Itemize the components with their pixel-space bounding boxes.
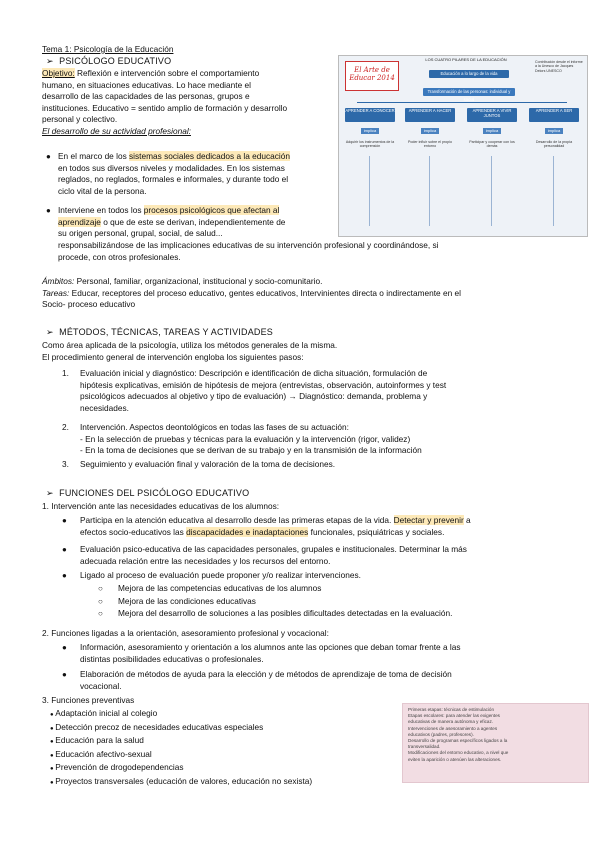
sub-box: Transformación de las personas: individual y social [423,88,515,96]
list-item: ● Prevención de drogodependencias [50,762,184,773]
circle-bullet-icon: ○ [98,609,103,618]
circle-bullet-icon: ○ [98,584,103,593]
funcion-2-bullet-2: Elaboración de métodos de ayuda para la elección y de métodos de aprendizaje de toma de decisión vocacional. [80,669,452,691]
funcion-2-heading: 2. Funciones ligadas a la orientación, asesoramiento profesional y vocacional: [42,628,329,638]
infographic-logo: El Arte de Educar 2014 [345,61,399,91]
arrow-bullet-icon: ➢ [46,488,60,498]
list-item: ● Educación para la salud [50,735,144,746]
funcion-1-bullet-3: Ligado al proceso de evaluación puede proponer y/o realizar intervenciones. [80,570,361,580]
funcion-1-bullet-2: Evaluación psico-educativa de las capacidades personales, grupales e institucionales. Determinar la más adecuada relación entre las necesidades y los recursos del entorno. [80,544,467,566]
metodos-intro: Como área aplicada de la psicología, utiliza los métodos generales de la misma. El procedimiento general de intervención engloba los siguientes pasos: [42,340,338,362]
funcion-1-heading: 1. Intervención ante las necesidades educativas de los alumnos: [42,501,280,511]
step-seguimiento: Seguimiento y evaluación final y valoración de la toma de decisiones. [80,459,336,469]
step-evaluacion: Evaluación inicial y diagnóstico: Descripción e identificación de dicha situación, formulación de hipótesis explicativas, emisión de hipótesis de mejora (entrevistas, observación, autoinformes y test psicológicos adecuados al objetivo y tipo de evaluación) → Diagnóstico: demanda, problema y necesidades. [80,368,447,413]
ambitos-tareas: Ámbitos: Personal, familiar, organizacional, institucional y socio-comunitario. Tareas: Educar, receptores del proceso educativo, gentes educativos, Intervinientes directa o indirectamente en el Socio- proceso educativo [42,276,461,310]
circle-bullet-icon: ○ [98,597,103,606]
funcion-1-bullet-1: Participa en la atención educativa al desarrollo desde las primeras etapas de la vida. Detectar y prevenir a [80,515,471,525]
bullet-icon: ● [62,643,67,652]
funcion-3-heading: 3. Funciones preventivas [42,695,135,705]
funcion-3-list [50,708,390,790]
section-heading-psicologo: ➢ PSICÓLOGO EDUCATIVO [46,56,172,66]
bullet-icon: ● [62,670,67,679]
bullet-sistemas: En el marco de los sistemas sociales dedicados a la educación en todos sus diversos niveles y modalidades. En los sistemas reglados, no reglados, formales e informales, y durante todo el ciclo vital de la persona. [58,151,290,196]
pillar-note-3: Desarrollo de la propia personalidad [535,140,573,149]
list-item: ● Detección precoz de necesidades educativas especiales [50,721,264,732]
bullet-icon: ● [62,516,67,525]
arrow-bullet-icon: ➢ [46,327,60,337]
infographic-source: Contribución desde el informe a la Unesco de Jacques Delors UNESCO [535,60,583,73]
list-item: ● Adaptación inicial al colegio [50,708,158,718]
pillar-note-2: Participar y cooperar con los demás [469,140,515,149]
list-number: 1. [62,368,69,378]
pillar-box-1: APRENDER A HACER [405,108,455,122]
desarrollo-label: El desarrollo de su actividad profesional: [42,125,191,136]
implica-arrow: implica [421,128,439,134]
pillar-note-0: Adquirir los instrumentos de la comprensión [345,140,395,149]
list-number: 3. [62,459,69,469]
step-intervencion: Intervención. Aspectos deontológicos en todas las fases de su actuación: - En la selección de pruebas y técnicas para la evaluación y la intervención (rigor, validez) - En la toma de decisiones que se derivan de su trabajo y en la transmisión de la información [80,422,422,456]
column-line [429,156,430,226]
infographic-header: LOS CUATRO PILARES DE LA EDUCACIÓN [425,57,507,62]
implica-arrow: implica [483,128,501,134]
bullet-procesos-cont: responsabilizándose de las implicaciones educativas de su intervención profesional y coordinándose, si procede, con otros profesionales. [58,240,439,262]
sub-item-1: Mejora de las competencias educativas de los alumnos [118,583,322,593]
pillar-note-1: Poder influir sobre el propio entorno [408,140,452,149]
column-line [369,156,370,226]
section-heading-funciones: ➢ FUNCIONES DEL PSICÓLOGO EDUCATIVO [46,488,250,498]
list-item: ● Educación afectivo-sexual [50,748,152,759]
list-item: ● Proyectos transversales (educación de valores, educación no sexista) [50,775,313,786]
bullet-icon: ● [62,545,67,554]
bullet-icon: ● [46,206,51,215]
funcion-1-bullet-1-cont: efectos socio-educativos las discapacidades e inadaptaciones funcionales, psiquiátricas y sociales. [80,527,445,537]
pillar-box-3: APRENDER A SER [529,108,579,122]
objetivo-paragraph: Objetivo: Reflexión e intervención sobre el comportamiento humano, en situaciones educativas. Lo hace mediante el desarrollo de las capacidades de las personas, grupos e instituciones. Educativo = sentido amplio de formación y desarrollo personal y colectivo. El desarrollo de su actividad profesional: [42,68,337,138]
bullet-icon: ● [46,152,51,161]
connector-line [357,102,567,103]
center-box: Educación a lo largo de la vida [429,70,509,78]
page-title: Tema 1: Psicología de la Educación [42,44,174,54]
pillar-box-0: APRENDER A CONOCER [345,108,395,122]
pillars-infographic [338,55,588,237]
implica-arrow: implica [361,128,379,134]
pillar-box-2: APRENDER A VIVIR JUNTOS [467,108,517,122]
sub-item-3: Mejora del desarrollo de soluciones a las posibles dificultades detectadas en la evaluación. [118,608,453,618]
sub-item-2: Mejora de las condiciones educativas [118,596,256,606]
bullet-procesos: Interviene en todos los procesos psicológicos que afectan al aprendizaje o que de este se derivan, independientemente de su origen personal, grupal, social, de salud... [58,205,286,239]
preventive-note-box: Primeras etapas: técnicas de estimulación Etapas escolares: para atender las exigentes educativas de manera autónoma y eficaz. Intervenciones de asesoramiento a agentes educativos (padres, profesores). Desarrollo de programas específicos ligados a la transversalidad. Modificaciones del entorno educativo, a nivel que eviten la aparición o atenúen las alteraciones. [402,703,589,783]
column-line [491,156,492,226]
funcion-2-bullet-1: Información, asesoramiento y orientación a los alumnos ante las opciones que deban tomar frente a las distintas posibilidades educativas o profesionales. [80,642,461,664]
list-number: 2. [62,422,69,432]
column-line [553,156,554,226]
section-heading-metodos: ➢ MÉTODOS, TÉCNICAS, TAREAS Y ACTIVIDADES [46,327,274,337]
arrow-bullet-icon: ➢ [46,56,60,66]
bullet-icon: ● [62,571,67,580]
implica-arrow: implica [545,128,563,134]
